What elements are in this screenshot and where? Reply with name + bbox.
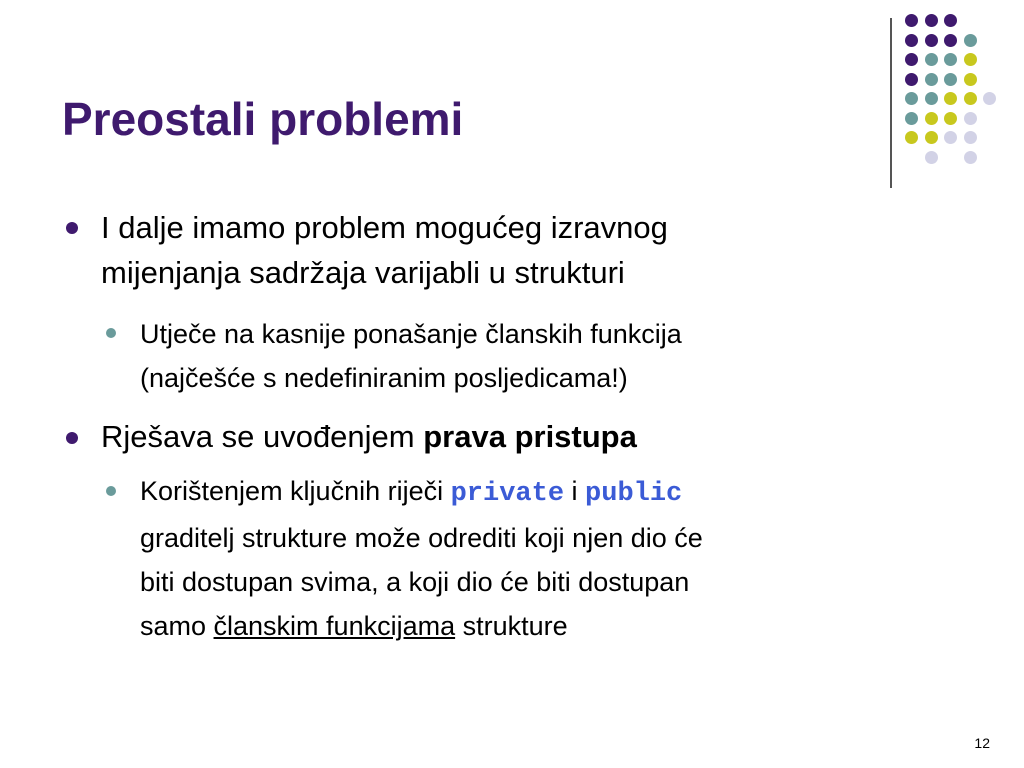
keyword-public: public: [585, 479, 683, 509]
decorative-dot: [925, 112, 938, 125]
bullet-2-sub-line-4-prefix: samo: [140, 611, 214, 641]
decorative-dot: [944, 112, 957, 125]
sub-bullet-marker: [106, 486, 116, 496]
underlined-term: članskim funkcijama: [213, 611, 456, 641]
bullet-marker: [66, 432, 78, 444]
decorative-dot: [925, 73, 938, 86]
decorative-dot: [964, 34, 977, 47]
bullet-2-sub-conj: i: [564, 476, 586, 506]
decorative-dot: [983, 92, 996, 105]
bullet-2-sub-line-2: graditelj strukture može odrediti koji njen dio će: [140, 523, 703, 553]
decorative-dot: [944, 92, 957, 105]
bullet-2-sub-line-3: biti dostupan svima, a koji dio će biti dostupan: [140, 567, 690, 597]
sub-bullet-marker: [106, 328, 116, 338]
title-divider-line: [890, 18, 892, 188]
decorative-dot: [905, 131, 918, 144]
decorative-dot: [944, 53, 957, 66]
decorative-dot: [905, 73, 918, 86]
bullet-marker: [66, 222, 78, 234]
decorative-dot: [964, 151, 977, 164]
decorative-dot: [905, 14, 918, 27]
decorative-dot: [925, 53, 938, 66]
bullet-1-sub-text: [140, 312, 682, 400]
decorative-dot: [905, 53, 918, 66]
decorative-dot: [925, 92, 938, 105]
slide-title: Preostali problemi: [62, 93, 464, 145]
bullet-2-bold: prava pristupa: [423, 419, 637, 454]
bullet-2-sub-line-4: [140, 604, 703, 648]
decorative-dot-grid: [905, 14, 1005, 164]
bullet-2-sub-line-1: [140, 469, 703, 516]
decorative-dot: [964, 73, 977, 86]
decorative-dot: [925, 151, 938, 164]
decorative-dot: [905, 112, 918, 125]
bullet-1-sub-line-1: Utječe na kasnije ponašanje članskih funkcija: [140, 319, 682, 349]
decorative-dot: [925, 131, 938, 144]
decorative-dot: [944, 34, 957, 47]
decorative-dot: [944, 73, 957, 86]
bullet-1-sub-line-2: (najčešće s nedefiniranim posljedicama!): [140, 363, 628, 393]
bullet-1-line-2: mijenjanja sadržaja varijabli u strukturi: [101, 255, 625, 290]
decorative-dot: [905, 34, 918, 47]
decorative-dot: [964, 92, 977, 105]
decorative-dot: [964, 53, 977, 66]
keyword-private: private: [450, 479, 565, 509]
bullet-1-text: [101, 205, 668, 295]
decorative-dot: [964, 112, 977, 125]
decorative-dot: [925, 14, 938, 27]
bullet-1-line-1: I dalje imamo problem mogućeg izravnog: [101, 210, 668, 245]
bullet-2-prefix: Rješava se uvođenjem: [101, 419, 424, 454]
decorative-dot: [964, 131, 977, 144]
bullet-2-sub-line-4-suffix: strukture: [455, 611, 568, 641]
bullet-2-sub-text: [140, 469, 703, 648]
decorative-dot: [944, 14, 957, 27]
bullet-2-text: [101, 414, 637, 459]
bullet-2-sub-prefix: Korištenjem ključnih riječi: [140, 476, 451, 506]
decorative-dot: [925, 34, 938, 47]
decorative-dot: [944, 131, 957, 144]
decorative-dot: [905, 92, 918, 105]
page-number: 12: [974, 735, 990, 751]
